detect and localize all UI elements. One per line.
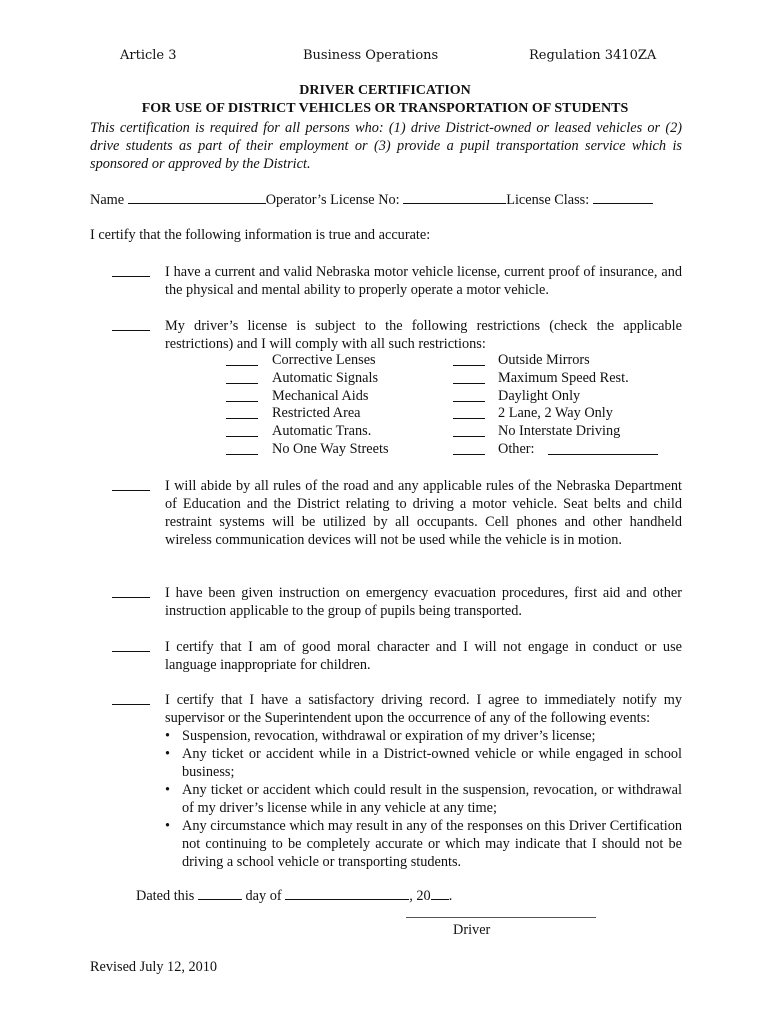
initial-blank[interactable] <box>112 691 150 705</box>
certification-item <box>90 691 682 871</box>
license-class-field[interactable] <box>593 191 653 204</box>
initial-blank[interactable] <box>112 638 150 652</box>
restriction-checkbox[interactable] <box>453 423 485 437</box>
restriction-label: Maximum Speed Rest. <box>498 369 629 386</box>
restriction-label: No Interstate Driving <box>498 423 621 440</box>
restriction-label: Automatic Trans. <box>272 423 372 440</box>
item-text: I have been given instruction on emergency evacuation procedures, first aid and other instruction applicable to the group of pupils being transported. <box>165 585 682 619</box>
license-number-field[interactable] <box>403 191 506 204</box>
license-class-label: License Class: <box>506 192 590 208</box>
year-field[interactable] <box>431 887 449 900</box>
certification-item <box>90 477 682 549</box>
restriction-checkbox[interactable] <box>453 441 485 455</box>
restriction-label: Restricted Area <box>272 405 361 422</box>
certification-item <box>90 584 682 620</box>
restriction-label: Mechanical Aids <box>272 387 369 404</box>
dated-line <box>136 887 452 905</box>
initial-blank[interactable] <box>112 317 150 331</box>
initial-blank[interactable] <box>112 477 150 491</box>
restriction-checkbox[interactable] <box>226 405 258 419</box>
certification-item <box>90 263 682 299</box>
restriction-checkbox[interactable] <box>226 423 258 437</box>
header-article: Article 3 <box>120 48 177 63</box>
document-subtitle: FOR USE OF DISTRICT VEHICLES OR TRANSPORTATION OF STUDENTS <box>141 101 629 116</box>
restriction-label: No One Way Streets <box>272 440 389 457</box>
item-text: I certify that I have a satisfactory driving record. I agree to immediately notify my supervisor or the Superintendent upon the occurrence of any of the following events: <box>165 692 682 726</box>
item-text: I have a current and valid Nebraska motor vehicle license, current proof of insurance, and the physical and mental ability to properly operate a motor vehicle. <box>165 264 682 298</box>
month-field[interactable] <box>285 887 409 900</box>
header-regulation: Regulation 3410ZA <box>529 48 657 63</box>
signature-label: Driver <box>453 922 491 938</box>
restriction-checkbox[interactable] <box>226 388 258 402</box>
item-text: My driver’s license is subject to the following restrictions (check the applicable restrictions) and I will comply with all such restrictions: <box>165 318 682 352</box>
restrictions-list <box>226 352 686 459</box>
restriction-checkbox[interactable] <box>226 441 258 455</box>
restriction-label: Daylight Only <box>498 387 581 404</box>
restriction-label: Outside Mirrors <box>498 352 590 368</box>
restriction-label: Corrective Lenses <box>272 352 376 368</box>
restriction-checkbox[interactable] <box>226 352 258 366</box>
header-section: Business Operations <box>303 48 439 63</box>
event-item: • Any ticket or accident while in a District-owned vehicle or while engaged in school business; <box>165 745 682 781</box>
events-list <box>165 727 682 871</box>
year-prefix: , 20 <box>409 888 431 904</box>
restriction-label: 2 Lane, 2 Way Only <box>498 405 613 422</box>
item-text: I certify that I am of good moral character and I will not engage in conduct or use language inappropriate for children. <box>165 639 682 673</box>
restriction-checkbox[interactable] <box>226 370 258 384</box>
restriction-label: Automatic Signals <box>272 369 379 386</box>
restriction-checkbox[interactable] <box>453 370 485 384</box>
item-text: I will abide by all rules of the road and any applicable rules of the Nebraska Department of Education and the District relating to driving a motor vehicle. Seat belts and child restraint systems will be utilized by all occupants. Cell phones and other handheld wireless communication devices will not be used while the vehicle is in motion. <box>165 478 682 548</box>
restriction-checkbox[interactable] <box>453 388 485 402</box>
other-restriction-field[interactable] <box>548 441 658 455</box>
document-title: DRIVER CERTIFICATION <box>299 83 471 98</box>
name-label: Name <box>90 192 125 208</box>
restriction-checkbox[interactable] <box>453 405 485 419</box>
restriction-checkbox[interactable] <box>453 352 485 366</box>
day-field[interactable] <box>198 887 242 900</box>
certification-item <box>90 638 682 674</box>
signature-line[interactable] <box>406 917 596 918</box>
license-number-label: Operator’s License No: <box>265 192 400 208</box>
dated-period: . <box>448 888 453 904</box>
initial-blank[interactable] <box>112 263 150 277</box>
event-item: • Suspension, revocation, withdrawal or expiration of my driver’s license; <box>165 727 682 745</box>
identity-fields <box>90 191 690 209</box>
dated-prefix: Dated this <box>136 888 195 904</box>
certify-intro: I certify that the following information is true and accurate: <box>90 227 431 243</box>
restriction-label: Other: <box>498 440 535 457</box>
certification-item <box>90 317 682 353</box>
revision-date: Revised July 12, 2010 <box>90 959 218 975</box>
event-item: • Any circumstance which may result in any of the responses on this Driver Certification not continuing to be completely accurate or which may indicate that I should not be driving a school vehicle or transporting students. <box>165 817 682 871</box>
intro-text: This certification is required for all persons who: (1) drive District-owned or leased vehicles or (2) drive students as part of their employment or (3) provide a pupil transportation service which is sponsored or approved by the District. <box>90 120 682 172</box>
event-item: • Any ticket or accident which could result in the suspension, revocation, or withdrawal of my driver’s license while in any vehicle at any time; <box>165 781 682 817</box>
initial-blank[interactable] <box>112 584 150 598</box>
name-field[interactable] <box>128 191 266 204</box>
day-of-label: day of <box>245 888 282 904</box>
